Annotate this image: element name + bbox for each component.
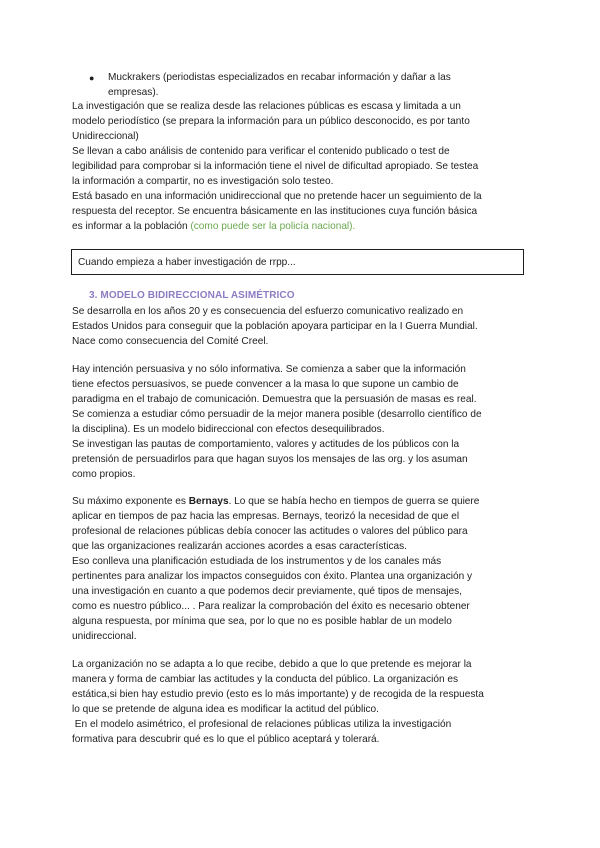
- text-line: modelo periodístico (se prepara la información para un público desconocido, es por tanto: [72, 116, 470, 127]
- text-line: pretensión de persuadirlos para que hagan suyos los mensajes de las org. y los asuman: [72, 454, 468, 465]
- text-line: La organización no se adapta a lo que recibe, debido a que lo que pretende es mejorar la: [72, 659, 472, 670]
- text-line: legibilidad para comprobar si la información tiene el nivel de dificultad apropiado. Se testea: [72, 161, 479, 172]
- text-line: tiene efectos persuasivos, se puede convencer a la masa lo que supone un cambio de: [72, 379, 459, 390]
- text-line: paradigma en el trabajo de comunicación. Demuestra que la persuasión de masas es real.: [72, 394, 477, 405]
- text-line: unidireccional.: [72, 631, 137, 642]
- text-line: Está basado en una información unidireccional que no pretende hacer un seguimiento de la: [72, 191, 482, 202]
- text-line: pertinentes para analizar los impactos conseguidos con éxito. Plantea una organización y: [72, 571, 473, 582]
- text-line: La investigación que se realiza desde las relaciones públicas es escasa y limitada a un: [72, 101, 461, 112]
- text-line: respuesta del receptor. Se encuentra básicamente en las instituciones cuya función básica: [72, 206, 478, 217]
- text-line: Nace como consecuencia del Comité Creel.: [72, 336, 269, 347]
- text-line: Se llevan a cabo análisis de contenido para verificar el contenido publicado o test de: [72, 146, 450, 157]
- section-heading: 3. MODELO BIDIRECCIONAL ASIMÉTRICO: [89, 290, 295, 301]
- text-line: la disciplina). Es un modelo bidireccional con efectos desequilibrados.: [72, 424, 385, 435]
- text-line: Hay intención persuasiva y no sólo informativa. Se comienza a saber que la información: [72, 364, 466, 375]
- note-box: [71, 249, 524, 275]
- text-run: . Lo que se había hecho en tiempos de guerra se quiere: [228, 496, 480, 507]
- text-line: como propios.: [72, 469, 136, 480]
- text-line: Unidireccional): [72, 131, 139, 142]
- text-line: Eso conlleva una planificación estudiada de los instrumentos y de los canales más: [72, 556, 442, 567]
- bullet-icon: ●: [89, 73, 95, 83]
- text-line: [72, 221, 355, 233]
- text-line: una investigación en cuanto a que podemos decir previamente, qué tipos de mensajes,: [72, 586, 462, 597]
- text-line: estática,si bien hay estudio previo (esto es lo más importante) y de recogida de la respuesta: [72, 689, 484, 700]
- text-line: Se comienza a estudiar cómo persuadir de la mejor manera posible (desarrollo científico de: [72, 409, 482, 420]
- green-note: (como puede ser la policía nacional).: [190, 221, 356, 232]
- text-line: profesional de relaciones públicas debía conocer las actitudes o valores del público para: [72, 526, 468, 537]
- text-line: como es nuestro público... . Para realizar la comprobación del éxito es necesario obtener: [72, 601, 470, 612]
- text-line: que las organizaciones realizarán acciones acordes a esas características.: [72, 541, 407, 552]
- text-run: Su máximo exponente es: [72, 496, 189, 507]
- text-line: Estados Unidos para conseguir que la población apoyara participar en la I Guerra Mundial.: [72, 321, 478, 332]
- text-line: [72, 496, 479, 508]
- bullet-line: empresas).: [108, 87, 159, 98]
- text-run: es informar a la población: [72, 221, 191, 232]
- text-line: manera y forma de cambiar las actitudes y la conducta del público. La organización es: [72, 674, 459, 685]
- bullet-line: Muckrakers (periodistas especializados en recabar información y dañar a las: [108, 72, 451, 83]
- note-box-text: Cuando empieza a haber investigación de rrpp...: [78, 257, 296, 268]
- text-line: lo que se pretende de alguna idea es modificar la actitud del público.: [72, 704, 379, 715]
- text-line: Se desarrolla en los años 20 y es consecuencia del esfuerzo comunicativo realizado en: [72, 306, 464, 317]
- text-line: la información a compartir, no es investigación solo testeo.: [72, 176, 334, 187]
- text-line: En el modelo asimétrico, el profesional de relaciones públicas utiliza la investigación: [72, 719, 452, 730]
- text-line: Se investigan las pautas de comportamiento, valores y actitudes de los públicos con la: [72, 439, 460, 450]
- bold-name: Bernays: [188, 496, 229, 507]
- text-line: aplicar en tiempos de paz hacia las empresas. Bernays, teorizó la necesidad de que el: [72, 511, 460, 522]
- text-line: alguna respuesta, por mínima que sea, por lo que no es posible hablar de un modelo: [72, 616, 452, 627]
- text-line: formativa para descubrir qué es lo que el público aceptará y tolerará.: [72, 734, 380, 745]
